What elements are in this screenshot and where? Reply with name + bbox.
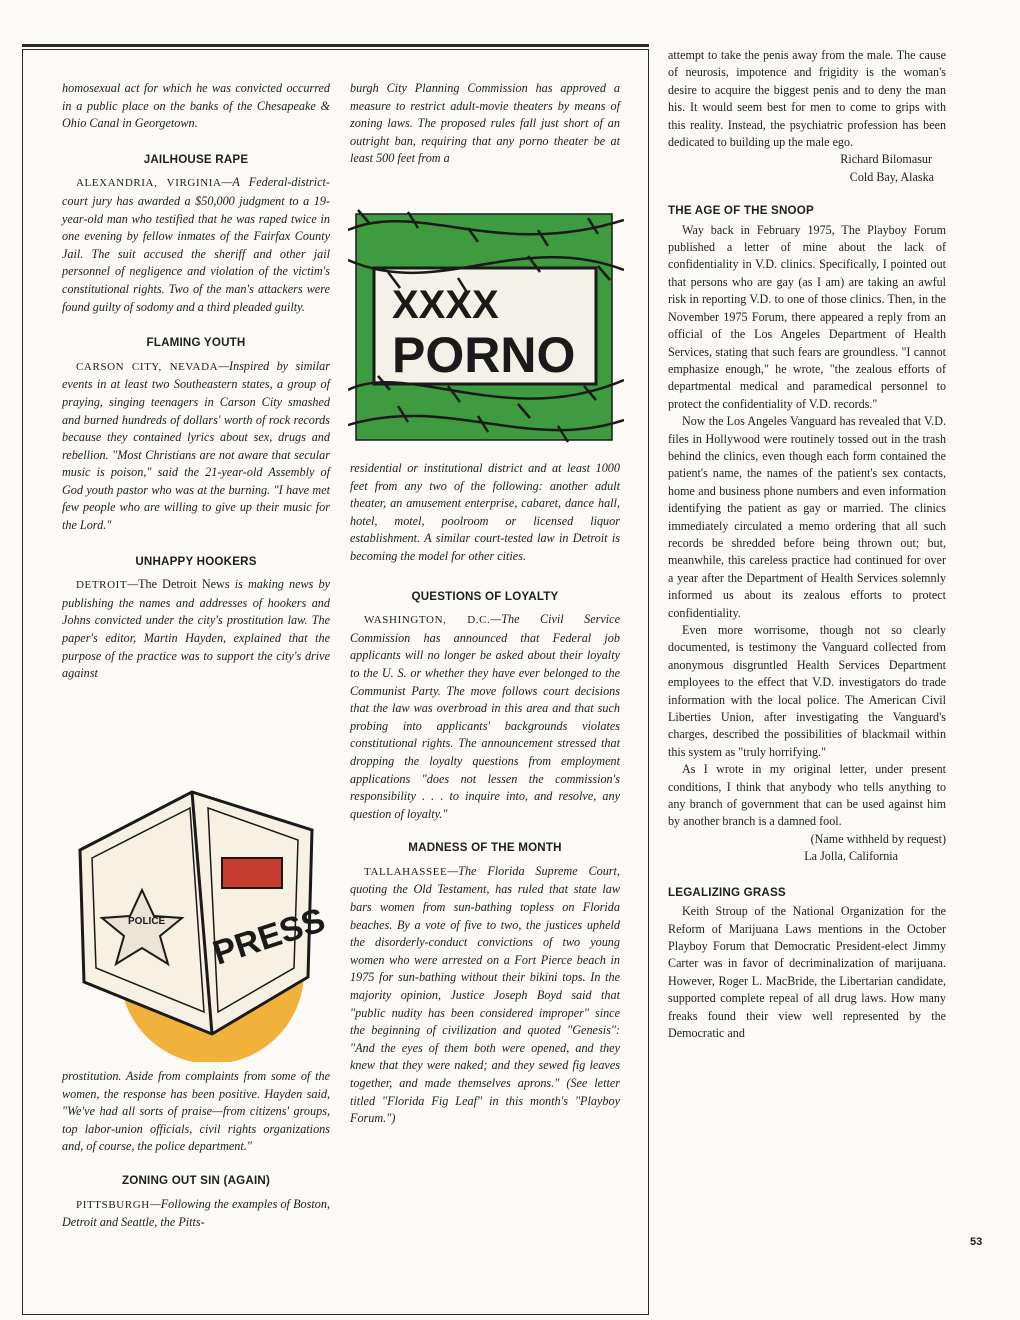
- paragraph: Way back in February 1975, The Playboy Forum published a letter of mine about the lack of confidentiality in V.D. clinics. Specifically, I pointed out that persons who are gay (as I am) are taking an awful risk in reporting V.D. to one of those clinics. Then, in the November 1975 Forum, there appeared a reply from an official of the Los Angeles Department of Health Services, stating that such fears are groundless. "I cannot emphasize enough," he wrote, "the zealous efforts of departmental medical and paramedical personnel to protect the confidentiality of V.D. records.": [668, 222, 946, 411]
- section-heading: QUESTIONS OF LOYALTY: [411, 589, 559, 603]
- press-badge-illustration: [62, 772, 332, 1062]
- news-text: The Florida Supreme Court, quoting the Old Testament, has ruled that state law bars women from sun-bathing topless on Florida beaches. By a vote of five to two, the justices upheld the disorderly-conduct convictions of two young women who were arrested on a Fort Pierce beach in 1975 for sun-bathing without their bikini tops. In the majority opinion, Justice Joseph Boyd said that "public nudity has been considered improper" since the beginning of civilization and quoted "Genesis": "And the eyes of them both were opened, and they knew that they were naked; and they sewed fig leaves together, and made themselves aprons." (See letter titled "Florida Fig Leaf" in this month's "Playboy Forum."): [350, 863, 620, 1126]
- xxx-label: XXXX: [392, 283, 499, 327]
- news-text: Inspired by similar events in at least two Southeastern states, a group of praying, singing teenagers in Carson City smashed and burned hundreds of dollars' worth of rock records because they contained lyrics about sex, drugs and rebellion. "Most Christians are not aware that secular music is poison," said the 21-year-old Assembly of God youth pastor who was at the burning. "I have met few people who are willing to give up their music for the Lord.": [62, 358, 330, 533]
- paragraph: Even more worrisome, though not so clearly documented, is testimony the Vanguard collected from anonymous disgruntled Health Services Department employees to the effect that V.D. investigators do trade information with the local police. The American Civil Liberties Union, after investigating the Vanguard's charges, described the possibilities of blackmail within this system as "truly horrifying.": [668, 623, 946, 759]
- section-heading: MADNESS OF THE MONTH: [408, 841, 562, 855]
- press-label: PRESS: [208, 901, 330, 973]
- porno-sign-illustration: [348, 190, 624, 460]
- news-item: PITTSBURGH—Following the examples of Boston, Detroit and Seattle, the Pitts-: [62, 1196, 330, 1230]
- dateline: DETROIT: [76, 579, 128, 592]
- signature-name: (Name withheld by request): [810, 831, 946, 846]
- top-rule: [22, 44, 649, 47]
- news-text: is making news by publishing the names and addresses of hookers and Johns convicted under the city's prostitution law. The paper's editor, Martin Hayden, explained that the purpose of the practice was to support the city's drive against: [62, 577, 331, 681]
- section-heading: JAILHOUSE RAPE: [143, 152, 249, 166]
- paragraph: homosexual act for which he was convicted occurred in a public place on the banks of the Chesapeake & Ohio Canal in Georgetown.: [62, 81, 330, 131]
- news-text: The Detroit: [138, 577, 197, 592]
- dateline: PITTSBURGH: [76, 1198, 150, 1211]
- porno-label: PORNO: [392, 327, 576, 383]
- news-item: TALLAHASSEE—The Florida Supreme Court, quoting the Old Testament, has ruled that state law bars women from sun-bathing topless on Florida beaches. By a vote of five to two, the justices upheld the disorderly-conduct convictions of two young women who were arrested on a Fort Pierce beach in 1975 for sun-bathing without their bikini tops. In the majority opinion, Justice Joseph Boyd said that "public nudity has been considered improper" since the beginning of civilization and quoted "Genesis": "And the eyes of them both were opened, and they knew that they were naked; and they sewed fig leaves together, and made themselves aprons." (See letter titled "Florida Fig Leaf" in this month's "Playboy Forum."): [350, 863, 620, 1126]
- paragraph: Now the Los Angeles Vanguard has revealed that V.D. files in Hollywood were routinely tossed out in the trash behind the clinics, even though each form contained the patient's name, the names of the patient's sex contacts, home and business phone numbers and even information identifying the patient as gay or married. The clinics immediately circulated a memo ordering that all such records be shredded before being thrown out; but, meanwhile, this careless practice had continued for over a year after the Department of Health Services solemnly informed us about its zealous efforts to protect confidentiality.: [668, 414, 946, 620]
- news-text: Following the examples of Boston, Detroit and Seattle, the Pitts-: [62, 1196, 330, 1230]
- column-2-continued: [350, 460, 620, 1128]
- signature-place: Cold Bay, Alaska: [849, 169, 934, 184]
- page-number: 53: [970, 1236, 983, 1248]
- paragraph: Keith Stroup of the National Organization for the Reform of Marijuana Laws mentions in the October Playboy Forum that Democratic President-elect Jimmy Carter was in favor of decriminalization of marijuana. However, Roger L. MacBride, the Libertarian candidate, supported complete repeal of all drug laws. How many freaks found their view well represented by the Democratic and: [668, 904, 946, 1040]
- red-tag: [222, 858, 282, 888]
- paragraph: attempt to take the penis away from the male. The cause of neurosis, impotence and frigidity is the woman's desire to acquire the biggest penis and to deny the man his. It would seem best for men to come to grips with this reality. Instead, the psychiatric profession has been dedicated to building up the male ego.: [668, 48, 946, 150]
- news-text: The Civil Service Commission has announced that Federal job applicants will no longer be asked about their loyalty to the U. S. or whether they have ever belonged to the Communist Party. The move follows court decisions that the law was overbroad in this area and that such probing into applicants' backgrounds violates constitutional rights. The announcement stressed that dropping the loyalty questions from employment applications "does not lessen the commission's responsibility . . . to inquire into, and resolve, any question of loyalty.": [350, 612, 620, 821]
- police-label: POLICE: [128, 916, 166, 927]
- column-1: [62, 80, 330, 683]
- section-heading: UNHAPPY HOOKERS: [135, 554, 257, 568]
- column-2: [350, 80, 620, 168]
- news-item: WASHINGTON, D.C.—The Civil Service Commission has announced that Federal job applicants will no longer be asked about their loyalty to the U. S. or whether they have ever belonged to the Communist Party. The move follows court decisions that the law was overbroad in this area and that such probing into applicants' backgrounds violates constitutional rights. The announcement stressed that dropping the loyalty questions from employment applications "does not lessen the commission's responsibility . . . to inquire into, and resolve, any question of loyalty.": [350, 612, 620, 821]
- column-1-continued: [62, 1068, 330, 1232]
- paragraph: burgh City Planning Commission has approved a measure to restrict adult-movie theaters by means of zoning laws. The proposed rules fall just short of an outright ban, requiring that any porno theater be at least 500 feet from a: [350, 81, 620, 166]
- paragraph: As I wrote in my original letter, under present conditions, I think that anybody who tells anything to any branch of government that can be used against him by another branch is a damned fool.: [668, 762, 946, 829]
- section-heading: LEGALIZING GRASS: [668, 885, 786, 899]
- dateline: TALLAHASSEE: [364, 865, 448, 878]
- column-3: [668, 47, 946, 1042]
- signature-place: La Jolla, California: [804, 849, 898, 864]
- section-heading: FLAMING YOUTH: [146, 336, 246, 350]
- paragraph: residential or institutional district and at least 1000 feet from any two of the following: another adult theater, an amusement enterprise, cabaret, dance hall, hotel, motel, poolroom or licensed liquor establishment. A similar court-tested law in Detroit is becoming the model for other cities.: [350, 461, 620, 563]
- signature-name: Richard Bilomasur: [840, 152, 932, 167]
- news-item: DETROIT—The Detroit News is making news by publishing the names and addresses of hookers and Johns convicted under the city's prostitution law. The paper's editor, Martin Hayden, explained that the purpose of the practice was to support the city's drive against: [62, 577, 331, 681]
- dateline: WASHINGTON, D.C.: [364, 614, 491, 627]
- news-item: CARSON CITY, NEVADA—Inspired by similar events in at least two Southeastern states, a group of praying, singing teenagers in Carson City smashed and burned hundreds of dollars' worth of rock records because they contained lyrics about sex, drugs and rebellion. "Most Christians are not aware that secular music is poison," said the 21-year-old Assembly of God youth pastor who was at the burning. "I have met few people who are willing to give up their music for the Lord.": [62, 358, 330, 533]
- news-item: ALEXANDRIA, VIRGINIA—A Federal-district-court jury has awarded a $50,000 judgment to a 19-year-old man who testified that he was raped twice in one evening by fellow inmates of the Fairfax County Jail. The suit accused the sheriff and other jail personnel of negligence and violation of the victim's constitutional rights. Two of the man's attackers were found guilty of sodomy and a third pleaded guilty.: [62, 175, 330, 314]
- dateline: ALEXANDRIA, VIRGINIA: [76, 177, 222, 190]
- newspaper-name: News: [201, 577, 230, 592]
- section-heading: ZONING OUT SIN (AGAIN): [121, 1173, 271, 1187]
- paragraph: prostitution. Aside from complaints from some of the women, the response has been positive. Hayden said, "We've had all sorts of praise—from citizens' groups, top labor-union officials, civil rights organizations and, of course, the police department.": [62, 1069, 330, 1154]
- dateline: CARSON CITY, NEVADA: [76, 360, 219, 373]
- news-text: A Federal-district-court jury has awarded a $50,000 judgment to a 19-year-old man who testified that he was raped twice in one evening by fellow inmates of the Fairfax County Jail. The suit accused the sheriff and other jail personnel of negligence and violation of the victim's constitutional rights. Two of the man's attackers were found guilty of sodomy and a third pleaded guilty.: [62, 175, 330, 314]
- section-heading: THE AGE OF THE SNOOP: [668, 204, 814, 218]
